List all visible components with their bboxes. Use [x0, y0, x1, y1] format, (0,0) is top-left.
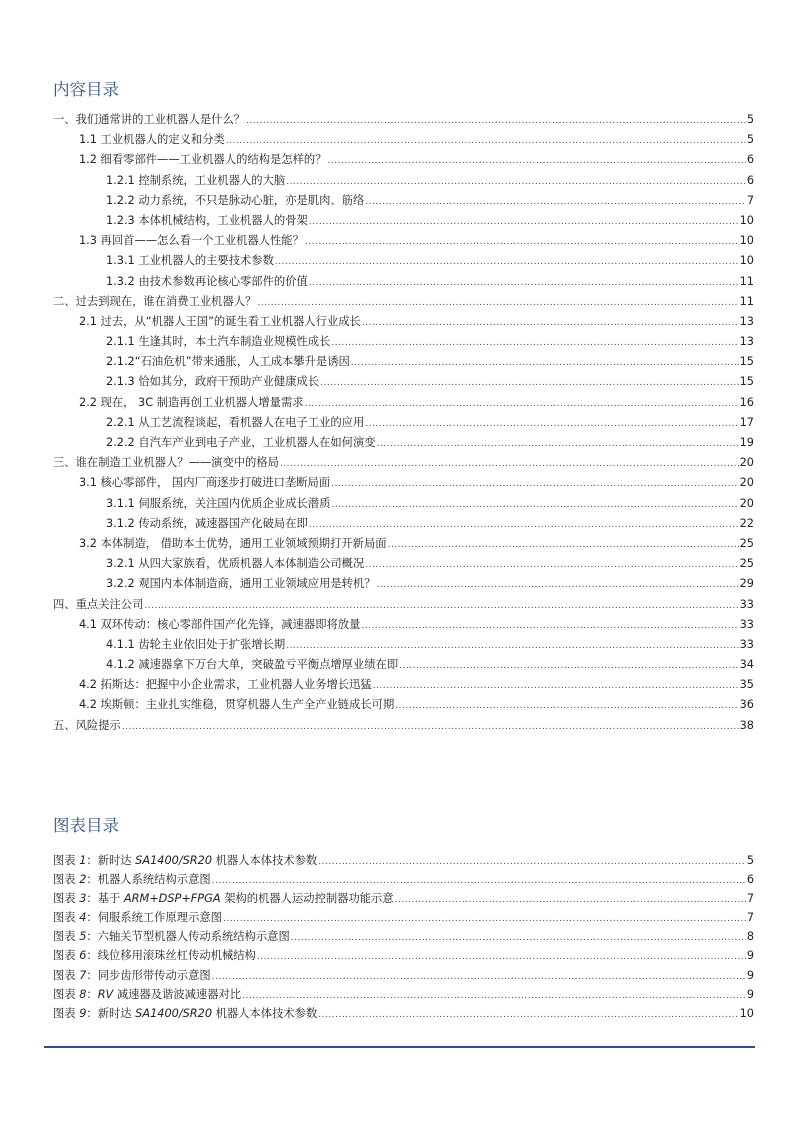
dot-leader [395, 891, 746, 908]
toc-entry-page: 34 [739, 658, 754, 672]
figure-label-em: SA1400/SR20 [135, 1006, 213, 1020]
figure-label-em: RV [97, 987, 114, 1001]
toc-entry-label: 3.2.2 观国内本体制造商，通用工业领域应用是转机？ [106, 577, 376, 591]
dot-leader [395, 696, 738, 715]
dot-leader [212, 968, 746, 985]
toc-entry[interactable] [53, 312, 754, 332]
toc-entry[interactable] [53, 191, 754, 211]
figure-label-prefix: 图表 [53, 968, 80, 982]
toc-entry-label: 3.1.1 伺服系统，关注国内优质企业成长潜质 [106, 496, 331, 510]
toc-entry[interactable] [53, 655, 754, 675]
dot-leader [275, 252, 739, 271]
toc-entry[interactable] [53, 695, 754, 715]
figure-entry-label [53, 870, 211, 889]
toc-entry-label: 1.2 细看零部件——工业机器人的结构是怎样的？ [79, 153, 327, 167]
toc-entry-page: 5 [746, 113, 754, 126]
figure-label-sep: ： [86, 949, 98, 963]
toc-entry-label: 1.3.1 工业机器人的主要技术参数 [106, 254, 274, 268]
toc-entry-label: 2.2.2 自汽车产业到电子产业，工业机器人在如何演变 [106, 436, 376, 449]
figure-entry[interactable] [53, 946, 754, 965]
toc-entry[interactable] [53, 352, 754, 372]
dot-leader [351, 353, 739, 372]
toc-entry-label: 三、谁在制造工业机器人？——演变中的格局 [53, 456, 279, 470]
toc-entry[interactable] [53, 574, 754, 594]
toc-entry-page: 6 [746, 153, 754, 167]
toc-entry-page: 33 [739, 597, 754, 611]
dot-leader [286, 636, 738, 655]
figure-label-prefix: 图表 [53, 873, 80, 887]
figure-label-em: SA1400/SR20 [135, 854, 213, 867]
figure-label-num: 1 [79, 854, 87, 867]
dot-leader [305, 394, 739, 413]
toc-entry-page: 13 [739, 335, 754, 349]
figure-entry-page: 6 [746, 873, 754, 887]
figure-label-post: 机器人本体技术参数 [212, 1006, 318, 1020]
dot-leader [144, 596, 738, 615]
toc-entry[interactable] [53, 251, 754, 271]
toc-entry[interactable] [53, 675, 754, 695]
toc-entry-page: 15 [739, 375, 754, 389]
dot-leader [331, 495, 738, 514]
figure-entry[interactable] [53, 870, 754, 889]
toc-entry-label: 2.2.1 从工艺流程谈起，看机器人在电子工业的应用 [106, 415, 365, 429]
toc-entry-label: 四、重点关注公司 [53, 597, 144, 611]
toc-list [53, 110, 754, 736]
toc-entry[interactable] [53, 272, 754, 292]
dot-leader [309, 273, 739, 292]
figure-entry[interactable] [53, 985, 754, 1004]
figure-label-sep: ： [86, 987, 98, 1001]
figure-label-sep: ： [86, 892, 98, 906]
toc-entry-label: 1.2.3 本体机械结构，工业机器人的骨架 [106, 213, 308, 227]
figure-label-num: 7 [79, 968, 87, 982]
dot-leader [377, 575, 739, 594]
dot-leader [365, 414, 738, 433]
dot-leader [309, 212, 739, 231]
toc-entry[interactable] [53, 211, 754, 231]
toc-entry-label: 4.1.1 齿轮主业依旧处于扩张增长期 [106, 637, 286, 651]
dot-leader [226, 131, 746, 150]
figure-entry-page: 7 [746, 911, 754, 925]
toc-entry-label: 4.1 双环传动：核心零部件国产化先锋，减速器即将放量 [79, 617, 361, 631]
figure-entry-page: 9 [746, 968, 754, 982]
figure-label-em: ARM+DSP+FPGA [123, 892, 221, 906]
toc-entry-page: 20 [739, 476, 754, 490]
figure-label-post: 机器人本体技术参数 [212, 854, 318, 867]
figure-label-pre: 机器人系统结构示意图 [97, 873, 211, 887]
toc-entry-label: 3.1 核心零部件， 国内厂商逐步打破进口垄断局面 [79, 476, 331, 490]
toc-entry-label: 3.1.2 传动系统，减速器国产化破局在即 [106, 516, 308, 530]
figure-label-prefix: 图表 [53, 892, 80, 906]
toc-heading: 内容目录 [53, 80, 119, 99]
figure-label-prefix: 图表 [53, 854, 80, 867]
toc-entry[interactable] [53, 534, 754, 554]
figure-index-list [53, 851, 754, 1023]
figure-label-pre: 线位移用滚珠丝杠传动机械结构 [97, 949, 256, 963]
dot-leader [246, 111, 746, 130]
figure-label-num: 6 [79, 949, 87, 963]
dot-leader [122, 717, 739, 736]
toc-entry[interactable] [53, 514, 754, 534]
toc-entry-page: 11 [739, 294, 754, 308]
toc-entry-page: 36 [739, 698, 754, 712]
dot-leader [242, 987, 746, 1004]
figure-entry[interactable] [53, 966, 754, 985]
toc-entry-page: 5 [746, 133, 754, 147]
toc-entry-label: 4.2 拓斯达：把握中小企业需求，工业机器人业务增长迅猛 [79, 678, 372, 692]
figure-label-pre: 伺服系统工作原理示意图 [97, 911, 222, 925]
dot-leader [373, 676, 739, 695]
toc-entry-page: 17 [739, 415, 754, 429]
figure-label-pre: 新时达 [97, 1006, 136, 1020]
toc-entry-label: 一、我们通常讲的工业机器人是什么？ [53, 113, 246, 126]
toc-entry-page: 6 [746, 173, 754, 187]
figure-label-post: 架构的机器人运动控制器功能示意 [220, 892, 394, 906]
toc-entry[interactable] [53, 393, 754, 413]
figure-entry[interactable] [53, 889, 754, 908]
toc-entry-page: 7 [746, 193, 754, 207]
figure-entry-label [53, 946, 256, 965]
figure-entry-page: 9 [746, 987, 754, 1001]
toc-entry-label: 3.2.1 从四大家族看，优质机器人本体制造公司概况 [106, 557, 365, 571]
toc-entry-page: 33 [739, 617, 754, 631]
footer-rule [44, 1046, 755, 1048]
figure-label-sep: ： [86, 968, 98, 982]
figure-entry-page: 9 [746, 949, 754, 963]
dot-leader [331, 474, 739, 493]
toc-entry[interactable] [53, 595, 754, 615]
dot-leader [388, 535, 739, 554]
toc-entry-label: 2.1.1 生逢其时，本土汽车制造业规模性成长 [106, 335, 331, 349]
figure-entry-page: 8 [746, 930, 754, 944]
toc-entry-label: 五、风险提示 [53, 718, 121, 732]
toc-entry-page: 20 [739, 496, 754, 510]
figure-label-sep: ： [86, 911, 98, 925]
toc-entry-label: 4.1.2 减速器拿下万台大单，突破盈亏平衡点增厚业绩在即 [106, 658, 399, 672]
toc-entry-label: 1.2.1 控制系统，工业机器人的大脑 [106, 173, 286, 187]
figure-entry-label [53, 927, 290, 946]
dot-leader [320, 373, 739, 392]
toc-entry[interactable] [53, 332, 754, 352]
toc-entry-label: 1.3 再回首——怎么看一个工业机器人性能？ [79, 234, 304, 248]
figure-label-num: 3 [79, 892, 87, 906]
toc-entry[interactable] [53, 554, 754, 574]
figure-entry-label [53, 966, 211, 985]
toc-entry[interactable] [53, 372, 754, 392]
figure-label-prefix: 图表 [53, 949, 80, 963]
toc-entry[interactable] [53, 231, 754, 251]
toc-entry-page: 10 [739, 254, 754, 268]
toc-entry-page: 25 [739, 536, 754, 550]
toc-entry-label: 1.3.2 由技术参数再论核心零部件的价值 [106, 274, 308, 288]
figure-label-num: 4 [79, 911, 87, 925]
dot-leader [291, 929, 746, 946]
toc-entry-page: 10 [739, 213, 754, 227]
toc-entry-page: 13 [739, 314, 754, 328]
toc-entry[interactable] [53, 635, 754, 655]
dot-leader [309, 515, 739, 534]
toc-entry-label: 2.1 过去，从“机器人王国”的诞生看工业机器人行业成长 [79, 314, 361, 328]
toc-entry[interactable] [53, 413, 754, 433]
toc-entry-page: 11 [739, 274, 754, 288]
figure-label-prefix: 图表 [53, 1006, 80, 1020]
toc-entry[interactable] [53, 110, 754, 130]
toc-entry[interactable] [53, 494, 754, 514]
toc-entry[interactable] [53, 292, 754, 312]
toc-entry-label: 1.2.2 动力系统，不只是脉动心脏，亦是肌肉、筋络 [106, 193, 365, 207]
toc-entry-label: 2.1.2“石油危机”带来通胀，人工成本攀升是诱因 [106, 355, 350, 369]
toc-entry-label: 1.1 工业机器人的定义和分类 [79, 133, 225, 147]
figure-label-post: 减速器及谐波减速器对比 [113, 987, 242, 1001]
figure-entry-label [53, 1004, 317, 1023]
figure-label-prefix: 图表 [53, 987, 80, 1001]
figure-entry[interactable] [53, 851, 754, 870]
toc-entry-page: 15 [739, 355, 754, 369]
dot-leader [257, 948, 746, 965]
figure-index-heading: 图表目录 [53, 816, 119, 835]
toc-entry-label: 2.2 现在， 3C 制造再创工业机器人增量需求 [79, 395, 304, 409]
dot-leader [223, 910, 746, 927]
dot-leader [328, 151, 746, 170]
figure-label-pre: 基于 [97, 892, 124, 906]
toc-entry-label: 4.2 埃斯顿：主业扎实维稳，贯穿机器人生产全产业链成长可期 [79, 698, 395, 712]
figure-label-num: 2 [79, 873, 87, 887]
figure-label-num: 5 [79, 930, 87, 944]
figure-label-pre: 同步齿形带传动示意图 [97, 968, 211, 982]
figure-label-sep: ： [86, 1006, 98, 1020]
figure-entry[interactable] [53, 908, 754, 927]
figure-label-sep: ： [86, 854, 98, 867]
toc-entry[interactable] [53, 453, 754, 473]
figure-entry[interactable] [53, 927, 754, 946]
toc-entry[interactable] [53, 130, 754, 150]
toc-entry-page: 35 [739, 678, 754, 692]
toc-entry-page: 16 [739, 395, 754, 409]
toc-entry[interactable] [53, 615, 754, 635]
figure-label-pre: 新时达 [97, 854, 136, 867]
figure-label-prefix: 图表 [53, 930, 80, 944]
toc-entry-page: 25 [739, 557, 754, 571]
toc-entry-page: 20 [739, 456, 754, 470]
figure-entry[interactable] [53, 1004, 754, 1023]
dot-leader [305, 232, 739, 251]
figure-label-sep: ： [86, 873, 98, 887]
toc-entry-label: 2.1.3 恰如其分，政府干预助产业健康成长 [106, 375, 320, 389]
figure-entry-label [53, 889, 394, 908]
toc-entry-page: 33 [739, 637, 754, 651]
toc-entry[interactable] [53, 716, 754, 736]
dot-leader [212, 872, 746, 889]
figure-entry-label [53, 851, 317, 870]
figure-entry-page: 5 [746, 854, 754, 867]
dot-leader [257, 293, 738, 312]
toc-entry-label: 3.2 本体制造， 借助本土优势，通用工业领域预期打开新局面 [79, 536, 387, 550]
dot-leader [361, 616, 738, 635]
toc-entry-page: 19 [739, 436, 754, 449]
dot-leader [377, 434, 739, 453]
figure-label-pre: 六轴关节型机器人传动系统结构示意图 [97, 930, 290, 944]
figure-entry-page: 10 [739, 1006, 754, 1020]
dot-leader [331, 333, 738, 352]
dot-leader [286, 172, 746, 191]
dot-leader [318, 1006, 738, 1023]
figure-label-num: 9 [79, 1006, 87, 1020]
figure-entry-label [53, 908, 222, 927]
dot-leader [280, 454, 739, 473]
dot-leader [399, 656, 738, 675]
figure-entry-label [53, 985, 241, 1004]
dot-leader [365, 555, 738, 574]
figure-entry-page: 7 [746, 892, 754, 906]
dot-leader [318, 853, 746, 870]
dot-leader [362, 313, 739, 332]
toc-entry-page: 22 [739, 516, 754, 530]
toc-entry[interactable] [53, 150, 754, 170]
figure-label-num: 8 [79, 987, 87, 1001]
figure-label-sep: ： [86, 930, 98, 944]
toc-entry-page: 29 [739, 577, 754, 591]
toc-entry[interactable] [53, 433, 754, 453]
dot-leader [365, 192, 746, 211]
toc-entry[interactable] [53, 171, 754, 191]
figure-label-prefix: 图表 [53, 911, 80, 925]
toc-entry-page: 38 [739, 718, 754, 732]
toc-entry-label: 二、过去到现在，谁在消费工业机器人？ [53, 294, 257, 308]
toc-entry[interactable] [53, 473, 754, 493]
toc-entry-page: 10 [739, 234, 754, 248]
